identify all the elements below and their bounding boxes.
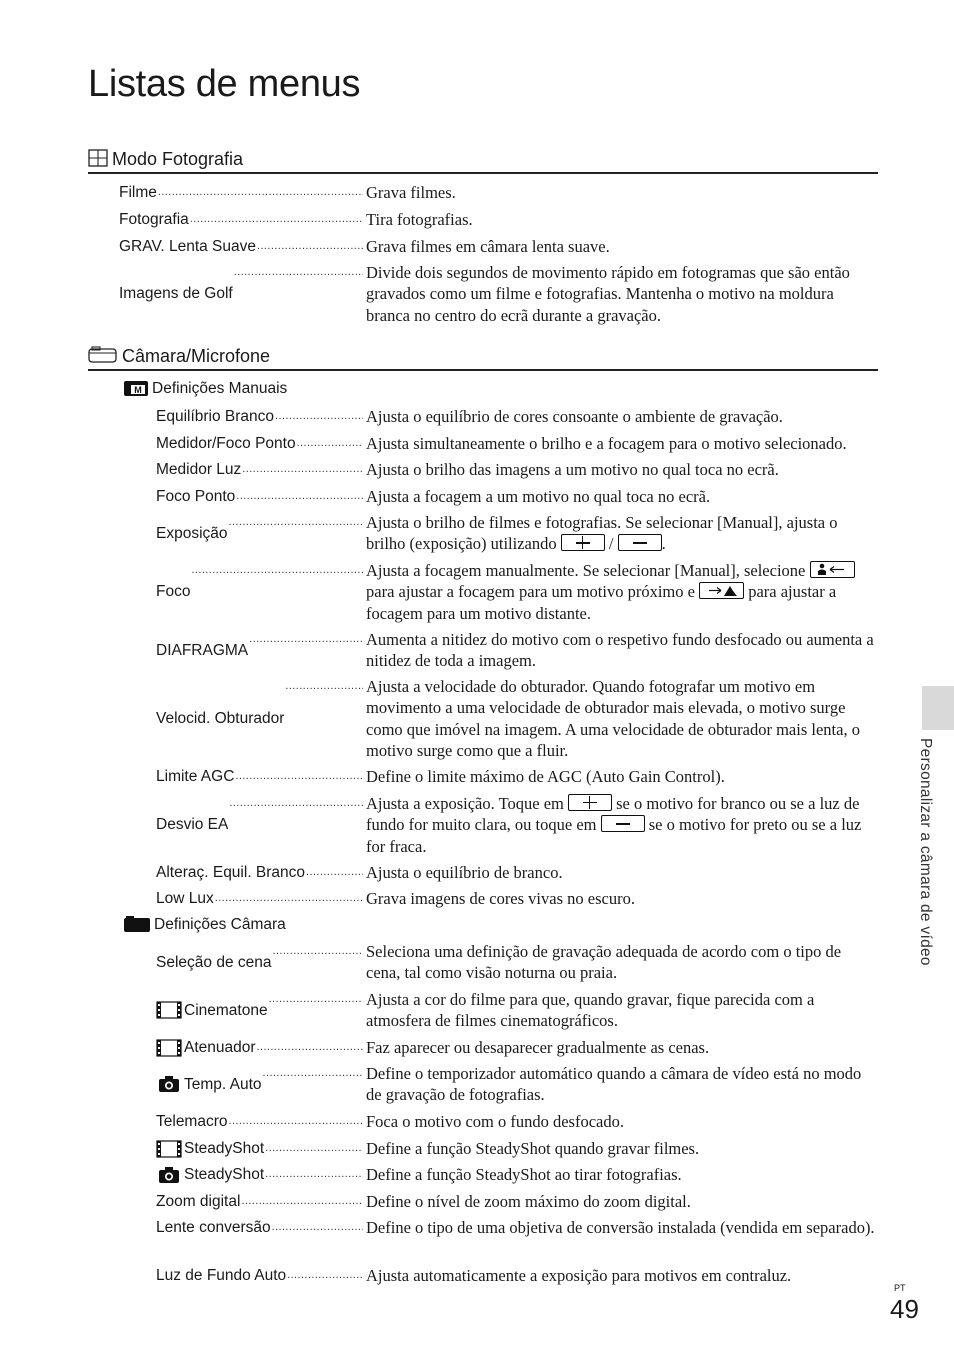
desc-text: Ajusta a focagem manualmente. Se selecionar [Manual], selecione — [366, 561, 806, 580]
plus-button-icon — [568, 794, 612, 811]
page-title: Listas de menus — [88, 63, 361, 106]
subheading-definicoes-manuais — [123, 378, 287, 400]
entry-term: Filme — [119, 184, 157, 201]
entry-desc: Seleciona uma definição de gravação adequada de acordo com o tipo de cena, tal como visão noturna ou praia. — [366, 942, 842, 983]
menu-entry-luz-de-fundo-auto — [156, 1265, 878, 1286]
entry-desc: Divide dois segundos de movimento rápido em fotogramas que são então gravados como um filme e fotografias. Mantenha o motivo na moldura branca no centro do ecrã durante a gravação. — [366, 263, 850, 325]
menu-entry-foco-ponto — [156, 486, 878, 507]
plus-button-icon — [561, 534, 605, 551]
menu-entry-atenuador — [156, 1037, 878, 1058]
menu-entry-medidor-foco-ponto — [156, 433, 878, 454]
section-heading-modo-fotografia — [88, 148, 878, 174]
entry-term: Equilíbrio Branco — [156, 408, 275, 425]
entry-desc: Ajusta a velocidade do obturador. Quando fotografar um motivo em movimento a uma velocidade de obturador mais elevada, o motivo surge como que imóvel na imagem. A uma velocidade de obturador mais lenta, o motivo surge como que a fluir. — [366, 677, 860, 760]
menu-entry-velocid-obturador — [156, 676, 878, 761]
entry-desc: Faz aparecer ou desaparecer gradualmente as cenas. — [366, 1038, 710, 1057]
section-heading-camara-microfone — [88, 345, 878, 371]
film-icon — [156, 1140, 182, 1158]
entry-term: Desvio EA — [156, 816, 229, 834]
menu-entry-medidor-luz — [156, 459, 878, 480]
focus-near-icon — [810, 561, 855, 578]
entry-term: Telemacro — [156, 1113, 228, 1130]
entry-desc: Define o nível de zoom máximo do zoom digital. — [366, 1192, 691, 1211]
entry-term: GRAV. Lenta Suave — [119, 238, 257, 255]
section-heading-label: Modo Fotografia — [112, 149, 244, 169]
minus-button-icon — [618, 534, 662, 551]
entry-desc: Aumenta a nitidez do motivo com o respetivo fundo desfocado ou aumenta a nitidez de toda a imagem. — [366, 630, 874, 671]
entry-term: SteadyShot — [184, 1140, 265, 1157]
entry-desc: Ajusta o equilíbrio de cores consoante o ambiente de gravação. — [366, 407, 783, 426]
section-heading-label: Câmara/Microfone — [122, 346, 271, 366]
entry-desc: Grava filmes em câmara lenta suave. — [366, 237, 610, 256]
entry-term: Imagens de Golf — [119, 285, 233, 303]
menu-entry-steadyshot-film — [156, 1138, 878, 1159]
desc-text: para ajustar a focagem para um motivo distante. — [366, 582, 837, 623]
entry-desc: Ajusta automaticamente a exposição para motivos em contraluz. — [366, 1266, 792, 1285]
entry-term: Velocid. Obturador — [156, 709, 285, 727]
entry-desc: Ajusta a focagem a um motivo no qual toca no ecrã. — [366, 487, 711, 506]
entry-desc — [363, 793, 878, 857]
entry-desc: Define a função SteadyShot ao tirar fotografias. — [366, 1165, 682, 1184]
subheading-label: Definições Câmara — [154, 916, 286, 933]
menu-entry-lente-conversao — [156, 1217, 878, 1238]
menu-entry-cinematone — [156, 989, 878, 1032]
menu-entry-filme — [119, 182, 878, 203]
desc-text: se o motivo for branco ou se a luz de fundo for muito clara, ou toque em — [366, 794, 860, 835]
menu-entry-alterac-equil-branco — [156, 862, 878, 883]
menu-entry-temp-auto — [156, 1063, 878, 1106]
entry-desc: Foca o motivo com o fundo desfocado. — [366, 1112, 624, 1131]
camera-settings-icon — [123, 915, 151, 933]
entry-term: Exposição — [156, 524, 228, 542]
menu-entry-desvio-ea — [156, 793, 878, 857]
menu-entry-diafragma — [156, 629, 878, 672]
menu-entry-limite-agc — [156, 766, 878, 787]
entry-term: DIAFRAGMA — [156, 641, 249, 659]
menu-entry-steadyshot-photo — [156, 1164, 878, 1185]
subheading-definicoes-camara — [123, 914, 286, 936]
desc-text: para ajustar a focagem para um motivo próximo e — [366, 582, 695, 602]
entry-term: Atenuador — [184, 1039, 256, 1056]
menu-entry-equilibrio-branco — [156, 406, 878, 427]
film-icon — [156, 1001, 182, 1019]
menu-entry-fotografia — [119, 209, 878, 230]
menu-entry-foco — [156, 560, 878, 624]
desc-text: se o motivo for preto ou se a luz for fraca. — [366, 815, 862, 856]
menu-entry-low-lux — [156, 888, 878, 909]
grid-icon — [88, 149, 108, 167]
menu-entry-exposicao — [156, 512, 878, 555]
entry-term: SteadyShot — [184, 1166, 265, 1183]
entry-term: Zoom digital — [156, 1193, 241, 1210]
desc-text: Ajusta o brilho de filmes e fotografias. Se selecionar [Manual], ajusta o brilho (exposição) utilizando — [366, 513, 838, 554]
svg-text:M: M — [134, 385, 142, 395]
entry-term: Temp. Auto — [184, 1075, 262, 1093]
film-icon — [156, 1039, 182, 1057]
entry-term: Cinematone — [184, 1001, 268, 1019]
entry-term: Low Lux — [156, 890, 214, 907]
entry-term: Medidor/Foco Ponto — [156, 435, 296, 452]
menu-entry-zoom-digital — [156, 1191, 878, 1212]
menu-entry-selecao-de-cena — [156, 941, 878, 984]
entry-desc: Grava filmes. — [366, 183, 456, 202]
desc-text: Ajusta a exposição. Toque em — [366, 794, 564, 813]
entry-desc: Define o limite máximo de AGC (Auto Gain Control). — [366, 767, 725, 786]
menu-entry-telemacro — [156, 1111, 878, 1132]
entry-desc — [363, 512, 878, 555]
entry-term: Limite AGC — [156, 768, 235, 785]
entry-term: Medidor Luz — [156, 461, 242, 478]
page-number: 49 — [890, 1294, 919, 1324]
side-tab-marker — [922, 686, 954, 730]
entry-desc — [363, 560, 878, 624]
entry-desc: Tira fotografias. — [366, 210, 473, 229]
desc-text: . — [661, 534, 666, 554]
entry-term: Fotografia — [119, 211, 189, 228]
focus-far-icon — [699, 582, 744, 599]
entry-term: Foco Ponto — [156, 488, 236, 505]
camcorder-icon — [88, 346, 118, 364]
manual-settings-icon — [123, 379, 149, 397]
desc-text: / — [608, 534, 614, 554]
entry-desc: Define a função SteadyShot quando gravar filmes. — [366, 1139, 700, 1158]
entry-desc: Define o temporizador automático quando a câmara de vídeo está no modo de gravação de fotografias. — [366, 1064, 862, 1105]
side-section-label: Personalizar a câmara de vídeo — [917, 738, 934, 966]
entry-desc: Ajusta a cor do filme para que, quando gravar, fique parecida com a atmosfera de filmes cinematográficos. — [366, 990, 815, 1031]
entry-term: Alteraç. Equil. Branco — [156, 864, 306, 881]
entry-term: Luz de Fundo Auto — [156, 1267, 287, 1284]
minus-button-icon — [601, 815, 645, 832]
entry-term: Seleção de cena — [156, 953, 272, 971]
menu-entry-imagens-de-golf — [119, 262, 878, 326]
entry-term: Foco — [156, 583, 191, 601]
camera-icon — [156, 1166, 182, 1184]
subheading-label: Definições Manuais — [152, 380, 288, 397]
entry-desc: Ajusta simultaneamente o brilho e a focagem para o motivo selecionado. — [366, 434, 847, 453]
menu-entry-grav-lenta-suave — [119, 236, 878, 257]
entry-desc: Ajusta o equilíbrio de branco. — [366, 863, 563, 882]
language-code: PT — [894, 1283, 906, 1293]
entry-term: Lente conversão — [156, 1219, 271, 1236]
entry-desc: Grava imagens de cores vivas no escuro. — [366, 889, 635, 908]
entry-desc: Ajusta o brilho das imagens a um motivo no qual toca no ecrã. — [366, 460, 779, 479]
entry-desc: Define o tipo de uma objetiva de conversão instalada (vendida em separado). — [366, 1218, 875, 1237]
camera-icon — [156, 1075, 182, 1093]
